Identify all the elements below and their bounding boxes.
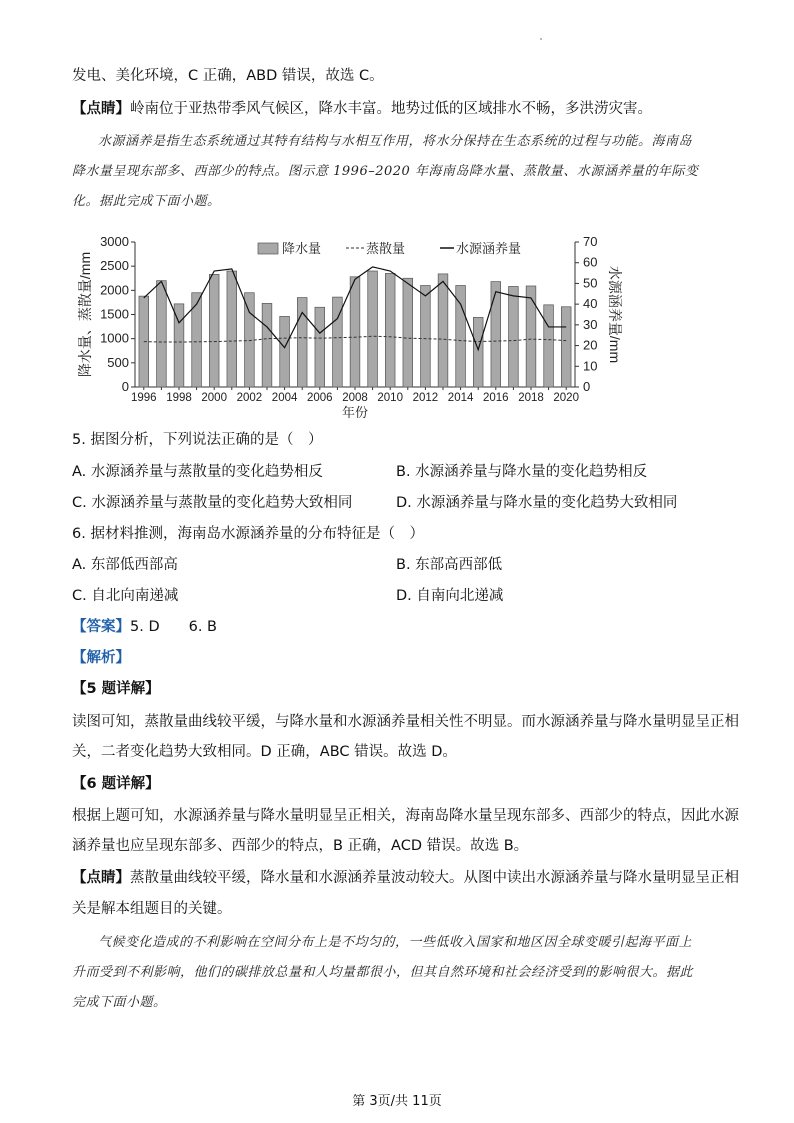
legend-wc-label: 水源涵养量 bbox=[456, 241, 522, 256]
precip-bar bbox=[491, 282, 501, 387]
precip-bar bbox=[139, 296, 149, 387]
detail5-line: 关，二者变化趋势大致相同。D 正确，ABC 错误。故选 D。 bbox=[72, 744, 457, 760]
x-tick-label: 2012 bbox=[412, 392, 439, 404]
right-tick-label: 40 bbox=[583, 296, 598, 312]
detail6-line: 根据上题可知，水源涵养量与降水量明显呈正相关，海南岛降水量呈现东部多、西部少的特点，因此水源 bbox=[72, 808, 739, 824]
precip-bar bbox=[421, 286, 431, 388]
detail5-line: 读图可知，蒸散量曲线较平缓，与降水量和水源涵养量相关性不明显。而水源涵养量与降水量明显呈正相 bbox=[72, 714, 739, 730]
intro-line: 化。据此完成下面小题。 bbox=[72, 194, 221, 209]
precip-bar bbox=[403, 278, 413, 387]
x-tick-label: 2016 bbox=[483, 392, 509, 404]
precip-bar bbox=[262, 303, 272, 387]
left-tick-label: 3000 bbox=[100, 234, 129, 249]
precip-bar bbox=[526, 286, 536, 387]
right-tick-label: 30 bbox=[583, 316, 598, 332]
precip-bar bbox=[245, 293, 255, 387]
x-tick-label: 2004 bbox=[271, 392, 298, 404]
note2-text: 蒸散量曲线较平缓，降水量和水源涵养量波动较大。从图中读出水源涵养量与降水量明显呈正相 bbox=[130, 870, 739, 886]
precip-bar bbox=[368, 271, 378, 387]
answer-line bbox=[72, 617, 217, 637]
answer-tag: 【答案】 bbox=[72, 619, 130, 635]
intro-line: 降水量呈现东部多、西部少的特点。图示意 1996–2020 年海南岛降水量、蒸散量、水源涵养量的年际变 bbox=[72, 164, 699, 179]
intro2-line: 完成下面小题。 bbox=[72, 995, 167, 1010]
hainan-climate-chart bbox=[70, 228, 630, 428]
page-footer: 第 3页/共 11页 bbox=[352, 1094, 442, 1109]
option-5c: C. 水源涵养量与蒸散量的变化趋势大致相同 bbox=[72, 495, 353, 511]
right-tick-label: 50 bbox=[583, 275, 598, 291]
detail6-line: 涵养量也应呈现东部多、西部少的特点，B 正确，ACD 错误。故选 B。 bbox=[72, 838, 529, 854]
precip-bar bbox=[385, 273, 395, 387]
option-5a: A. 水源涵养量与蒸散量的变化趋势相反 bbox=[72, 464, 323, 480]
legend-evap-label: 蒸散量 bbox=[366, 241, 406, 256]
analysis-line bbox=[72, 648, 130, 668]
precip-bar bbox=[561, 307, 571, 387]
intro2-line: 气候变化造成的不利影响在空间分布上是不均匀的，一些低收入国家和地区因全球变暖引起海平面上 bbox=[98, 935, 693, 950]
x-tick-label: 1998 bbox=[166, 392, 192, 404]
x-axis-label: 年份 bbox=[341, 405, 369, 420]
x-tick-label: 1996 bbox=[131, 392, 157, 404]
precip-bar bbox=[315, 307, 325, 387]
option-6d: D. 自南向北递减 bbox=[396, 588, 504, 604]
precip-bar bbox=[209, 274, 219, 387]
chart-legend bbox=[258, 241, 521, 256]
question-5: 5. 据图分析，下列说法正确的是（ ） bbox=[72, 432, 323, 448]
answer-text: 5. D 6. B bbox=[130, 619, 217, 635]
x-tick-label: 2006 bbox=[307, 392, 333, 404]
option-6a: A. 东部低西部高 bbox=[72, 557, 178, 573]
x-tick-label: 2014 bbox=[447, 392, 474, 404]
right-tick-label: 10 bbox=[583, 358, 598, 374]
x-tick-label: 2002 bbox=[236, 392, 263, 404]
intro-line: 水源涵养是指生态系统通过其特有结构与水相互作用，将水分保持在生态系统的过程与功能。海南岛 bbox=[98, 134, 693, 149]
note-text: 岭南位于亚热带季风气候区，降水丰富。地势过低的区域排水不畅，多洪涝灾害。 bbox=[130, 101, 652, 117]
legend-precip-swatch bbox=[258, 243, 278, 254]
right-tick-label: 70 bbox=[583, 234, 598, 249]
question-6: 6. 据材料推测，海南岛水源涵养量的分布特征是（ ） bbox=[72, 526, 424, 542]
option-5b: B. 水源涵养量与降水量的变化趋势相反 bbox=[396, 464, 648, 480]
note2-paragraph bbox=[72, 868, 739, 888]
x-tick-label: 2000 bbox=[201, 392, 227, 404]
precip-bar bbox=[509, 286, 519, 387]
precip-bar bbox=[280, 316, 290, 387]
left-tick-label: 2000 bbox=[100, 282, 129, 298]
left-tick-label: 1000 bbox=[100, 330, 129, 346]
right-tick-label: 60 bbox=[583, 254, 598, 270]
right-tick-label: 20 bbox=[583, 337, 598, 353]
option-5d: D. 水源涵养量与降水量的变化趋势大致相同 bbox=[396, 495, 678, 511]
precip-bars bbox=[139, 271, 571, 387]
precip-bar bbox=[350, 277, 360, 387]
precip-bar bbox=[544, 305, 554, 387]
left-tick-label: 2500 bbox=[100, 258, 129, 274]
note-tag: 【点睛】 bbox=[72, 101, 130, 117]
right-axis-label: 水源涵养量/mm bbox=[607, 265, 623, 364]
right-tick-label: 0 bbox=[583, 379, 591, 394]
x-tick-label: 2020 bbox=[553, 392, 579, 404]
note2-tag: 【点睛】 bbox=[72, 870, 130, 886]
x-tick-label: 2008 bbox=[342, 392, 368, 404]
precip-bar bbox=[227, 271, 237, 387]
x-tick-label: 2010 bbox=[377, 392, 403, 404]
legend-precip-label: 降水量 bbox=[282, 241, 322, 256]
intro2-line: 升而受到不利影响，他们的碳排放总量和人均量都很小，但其自然环境和社会经济受到的影响很大。据此 bbox=[72, 965, 694, 980]
precip-bar bbox=[297, 298, 307, 387]
left-tick-label: 0 bbox=[121, 379, 129, 394]
text-line: 发电、美化环境，C 正确，ABD 错误，故选 C。 bbox=[72, 68, 384, 84]
detail6-tag: 【6 题详解】 bbox=[72, 776, 160, 792]
analysis-tag: 【解析】 bbox=[72, 650, 130, 666]
left-tick-label: 1500 bbox=[100, 306, 129, 322]
detail5-tag: 【5 题详解】 bbox=[72, 681, 160, 697]
left-tick-label: 500 bbox=[107, 354, 129, 370]
x-tick-label: 2018 bbox=[518, 392, 544, 404]
precip-bar bbox=[157, 281, 167, 387]
precip-bar bbox=[473, 317, 483, 387]
left-axis-label: 降水量、蒸散量/mm bbox=[77, 251, 93, 378]
option-6c: C. 自北向南递减 bbox=[72, 588, 179, 604]
precip-bar bbox=[438, 274, 448, 387]
scan-dot bbox=[540, 38, 542, 40]
option-6b: B. 东部高西部低 bbox=[396, 557, 503, 573]
note2-line: 关是解本组题目的关键。 bbox=[72, 901, 232, 917]
note-paragraph bbox=[72, 99, 652, 119]
